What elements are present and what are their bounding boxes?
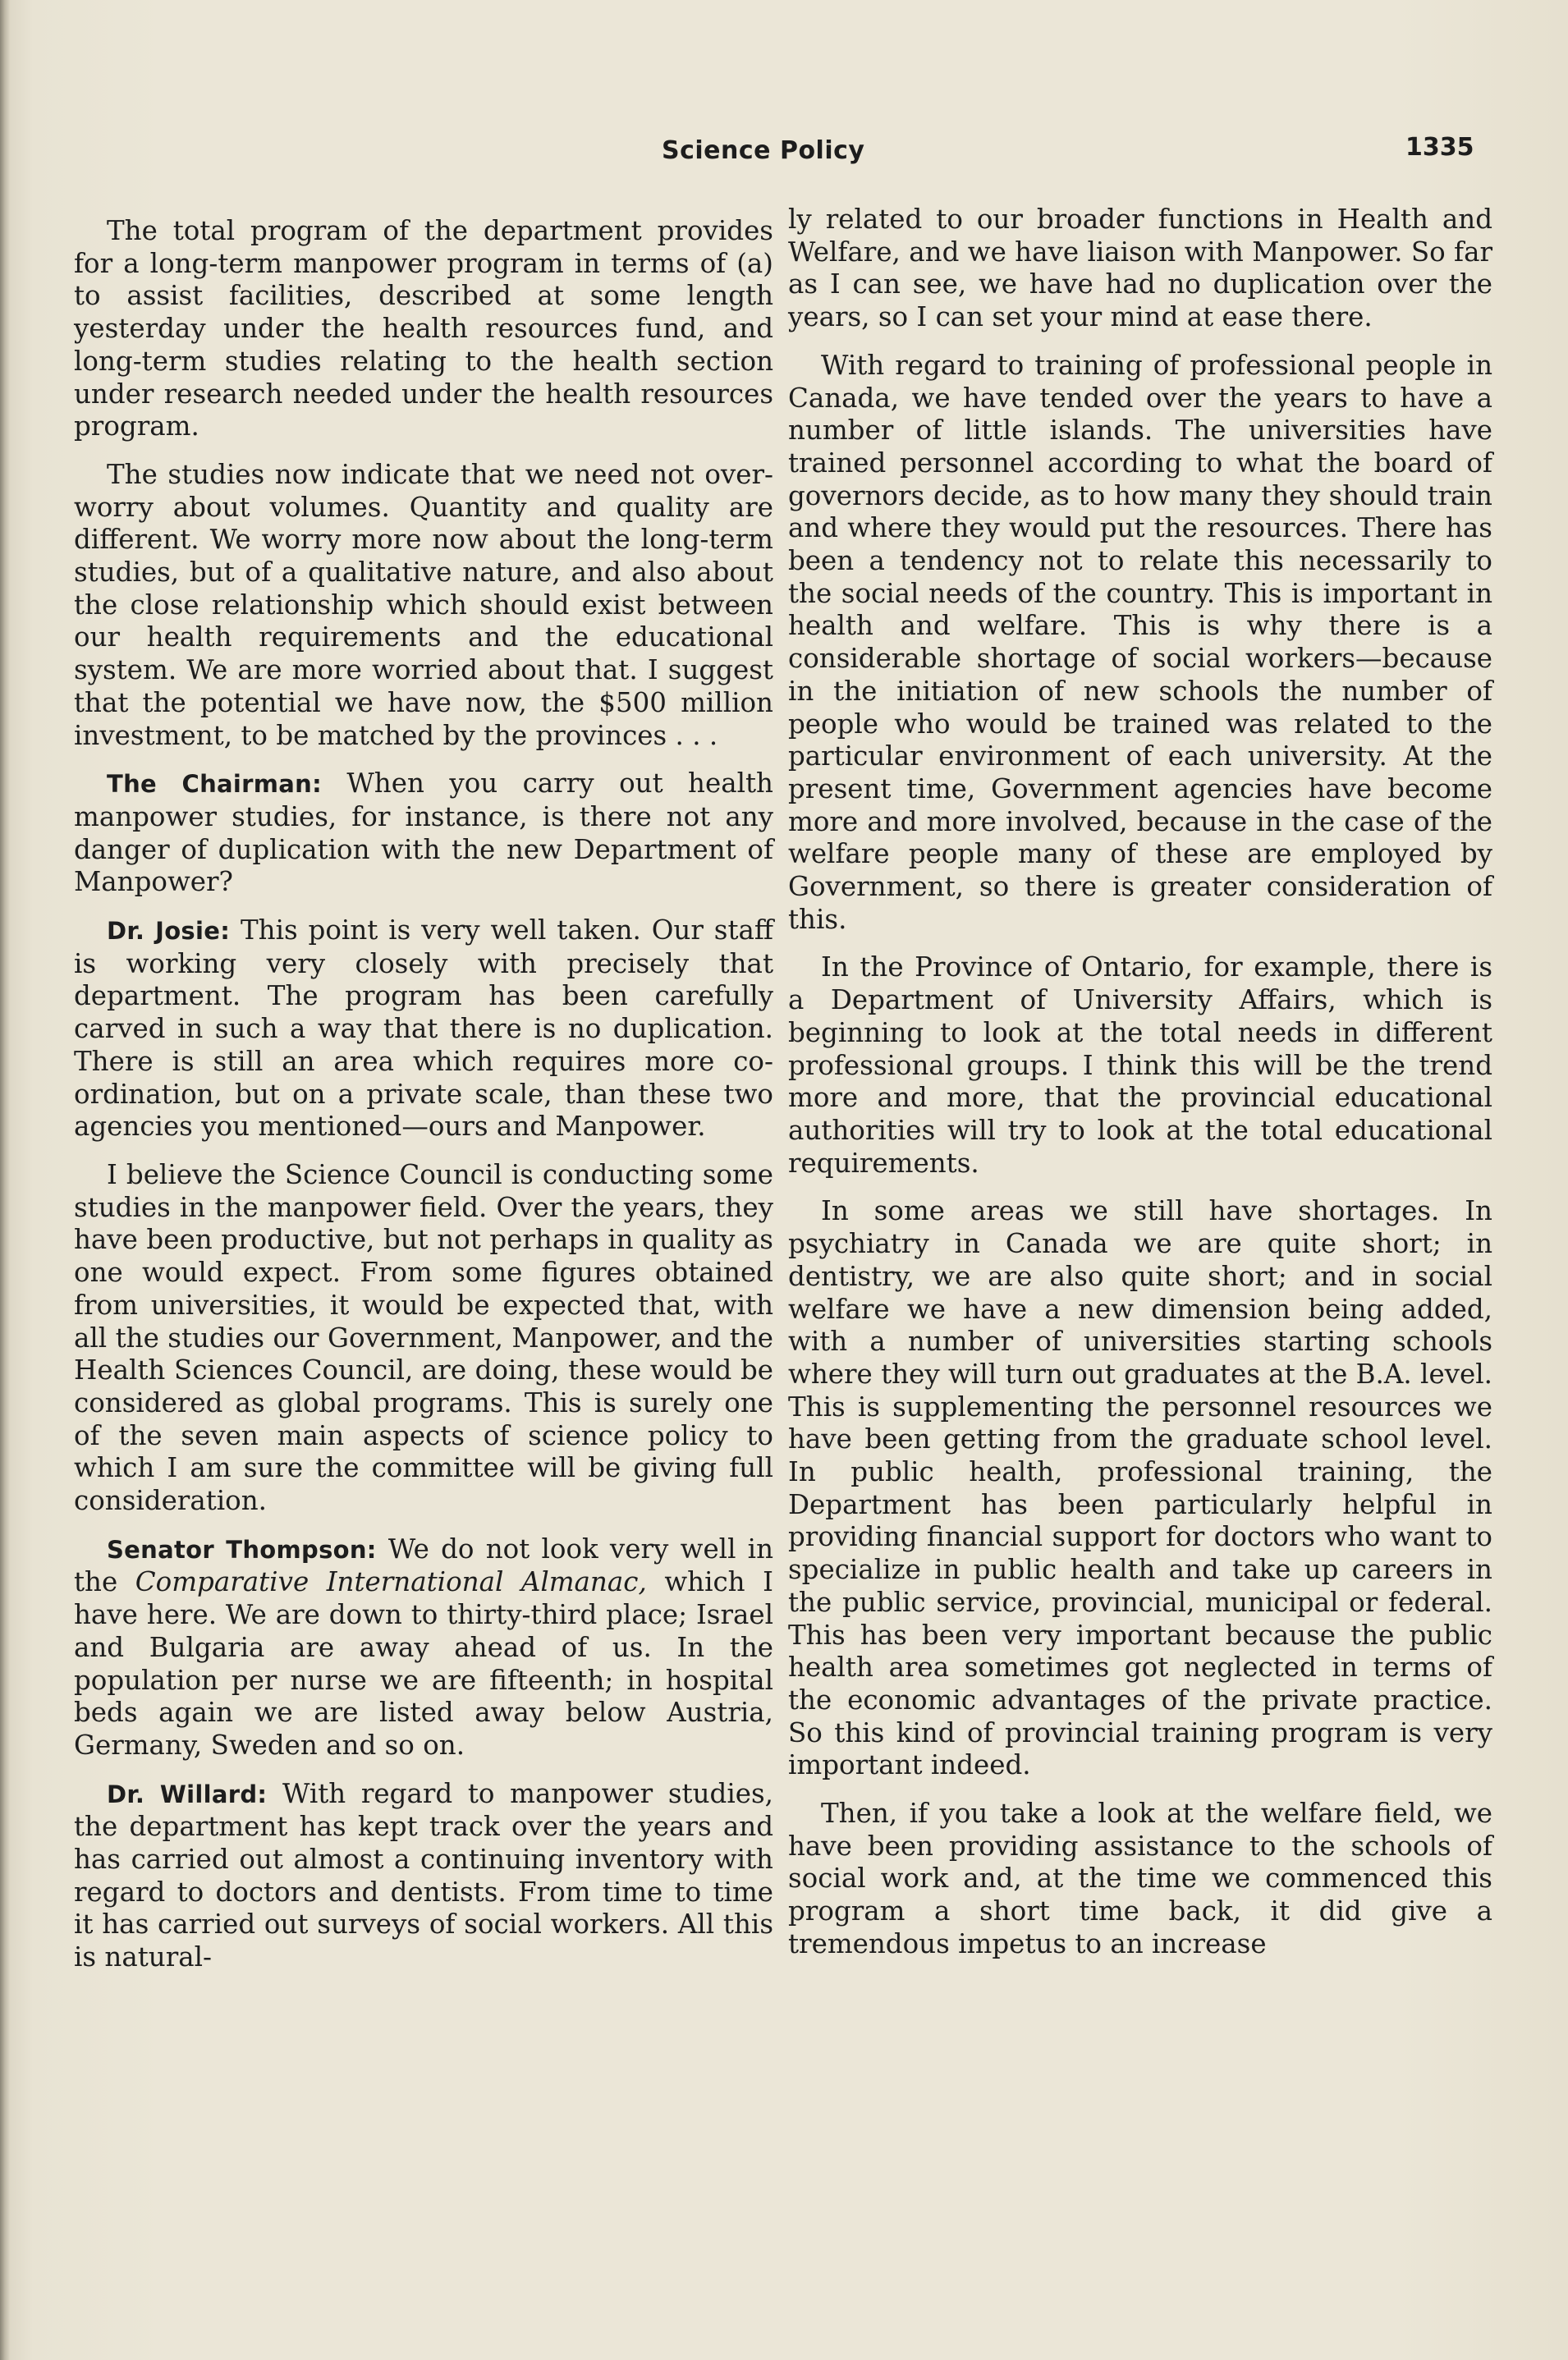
speaker-name: Senator Thompson:	[107, 1535, 377, 1564]
speaker-paragraph	[74, 768, 773, 899]
speech-text: which I have here. We are down to thirty-third place; Israel and Bulgaria are away ahead of us. In the population per nurse we are fifteenth; in hospital beds again we are listed away below Austria, Germany, Sweden and so on.	[74, 1566, 773, 1761]
running-title: Science Policy	[662, 136, 865, 165]
paragraph: Then, if you take a look at the welfare field, we have been providing assistance to the schools of social work and, at the time we commenced this program a short time back, it did give a tremendous impetus to an increase	[788, 1798, 1492, 1959]
speaker-paragraph	[74, 1778, 773, 1974]
paragraph: In the Province of Ontario, for example, there is a Department of University Affairs, which is beginning to look at the total needs in different professional groups. I think this will be the trend more and more, that the provincial educational authorities will try to look at the total educational requirements.	[788, 951, 1492, 1179]
book-spine-shadow	[0, 0, 10, 2360]
speaker-name: Dr. Willard:	[107, 1780, 268, 1808]
right-column	[788, 204, 1492, 1977]
page-number: 1335	[1405, 133, 1474, 162]
speaker-paragraph	[74, 914, 773, 1143]
paragraph: With regard to training of professional people in Canada, we have tended over the years to have a number of little islands. The universities have trained personnel according to what the board of governors decide, as to how many they should train and where they would put the resources. There has been a tendency not to relate this necessarily to the social needs of the country. This is important in health and welfare. This is why there is a considerable shortage of social workers—because in the initiation of new schools the number of people who would be trained was related to the particular environment of each university. At the present time, Government agencies have become more and more involved, because in the case of the welfare people many of these are employed by Government, so there is greater consideration of this.	[788, 349, 1492, 935]
paragraph: In some areas we still have shortages. In psychiatry in Canada we are quite short; in dentistry, we are also quite short; and in social welfare we have a new dimension being added, with a number of universities starting schools where they will turn out graduates at the B.A. level. This is supplementing the personnel resources we have been getting from the graduate school level. In public health, professional training, the Department has been particularly helpful in providing financial support for doctors who want to specialize in public health and take up careers in the public service, provincial, municipal or federal. This has been very important because the public health area sometimes got neglected in terms of the economic advantages of the private practice. So this kind of provincial training program is very important indeed.	[788, 1195, 1492, 1781]
speech-text: When you carry out health manpower studies, for instance, is there not any danger of duplication with the new Department of Manpower?	[74, 768, 773, 898]
speaker-name: Dr. Josie:	[107, 917, 231, 946]
speaker-name: The Chairman:	[107, 770, 322, 799]
speech-text: We do not look very well in the	[74, 1533, 773, 1598]
left-column	[74, 215, 773, 1990]
publication-title: Comparative International Almanac,	[135, 1566, 647, 1598]
speech-text: With regard to manpower studies, the department has kept track over the years and has carried out almost a continuing inventory with regard to doctors and dentists. From time to time it has carried out surveys of social workers. All this is natural-	[74, 1777, 773, 1973]
paragraph-continued: ly related to our broader functions in Health and Welfare, and we have liaison with Manpower. So far as I can see, we have had no duplication over the years, so I can set your mind at ease there.	[788, 204, 1492, 333]
paragraph: I believe the Science Council is conducting some studies in the manpower field. Over the years, they have been productive, but not perhaps in quality as one would expect. From some figures obtained from universities, it would be expected that, with all the studies our Government, Manpower, and the Health Sciences Council, are doing, these would be considered as global programs. This is surely one of the seven main aspects of science policy to which I am sure the committee will be giving full consideration.	[74, 1158, 773, 1517]
paragraph: The total program of the department provides for a long-term manpower program in terms of (a) to assist facilities, described at some length yesterday under the health resources fund, and long-term studies relating to the health section under research needed under the health resources program.	[74, 215, 773, 442]
speech-text: This point is very well taken. Our staff is working very closely with precisely that department. The program has been carefully carved in such a way that there is no duplication. There is still an area which requires more co-ordination, but on a private scale, than these two agencies you mentioned—ours and Manpower.	[74, 914, 773, 1143]
paragraph: The studies now indicate that we need not over-worry about volumes. Quantity and quality are different. We worry more now about the long-term studies, but of a qualitative nature, and also about the close relationship which should exist between our health requirements and the educational system. We are more worried about that. I suggest that the potential we have now, the $500 million investment, to be matched by the provinces . . .	[74, 458, 773, 751]
speaker-paragraph	[74, 1533, 773, 1762]
